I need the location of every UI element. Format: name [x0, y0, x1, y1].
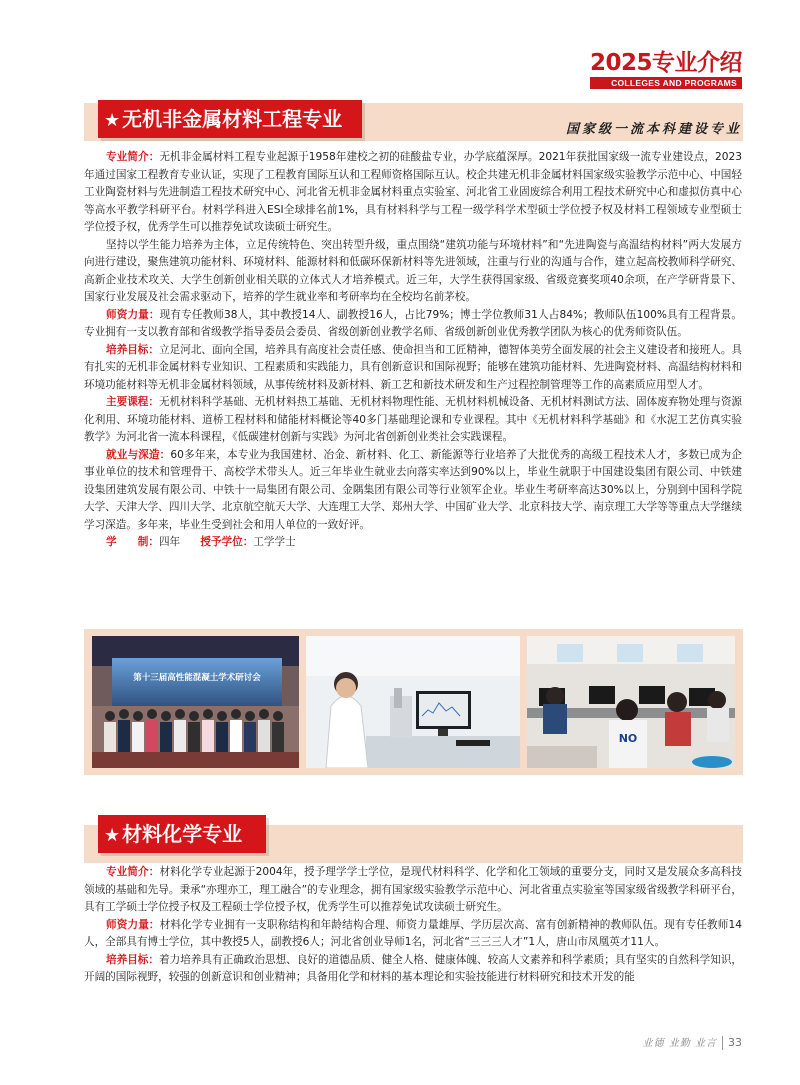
intro-label: 专业简介：	[106, 866, 160, 878]
goal-text: 立足河北、面向全国，培养具有高度社会责任感、使命担当和工匠精神，德智体美劳全面发展的社会主义建设者和接班人。具有扎实的无机非金属材料专业知识、工程素质和实践能力，具有创新意识和国际视野；能够在建筑功能材料、先进陶瓷材料、高温结构材料和环境功能材料等无机非金属材料领域，从事传统材料及新材料、新工艺和新技术研发和生产过程控制管理等工作的高素质应用型人才。	[84, 343, 743, 391]
tshirt-text: NO	[618, 732, 638, 745]
intro-text: 无机非金属材料工程专业起源于1958年建校之初的硅酸盐专业，办学底蕴深厚。2021年获批国家级一流专业建设点，2023年通过国家工程教育专业认证，实现了工程教育国际互认和工程师资格国际互认。校企共建无机非金属材料国家级实验教学示范中心、中国轻工业陶瓷材料与先进制造工程技术研究中心、河北省无机非金属材料重点实验室、河北省工业固废综合利用工程技术研究中心和虚拟仿真中心等高水平教学科研平台。材料学科进入ESI全球排名前1%，具有材料科学与工程一级学科学术型硕士学位授予权及材料工程领域专业型硕士学位授予权，优秀学生可以推荐免试攻读硕士研究生。	[84, 151, 743, 233]
footer-motto: 业德 业勤 业言	[642, 1038, 717, 1049]
page-footer	[643, 1034, 742, 1050]
degree-value: 工学学士	[253, 536, 296, 548]
degree-label: 授予学位：	[200, 536, 254, 548]
intro-text: 材料化学专业起源于2004年，授予理学学士学位，是现代材料科学、化学和化工领域的重要分支，同时又是发展众多高科技领域的基础和先导。秉承“亦理亦工，理工融合”的专业理念，拥有国家级实验教学示范中心、河北省重点实验室等国家级省级教学科研平台，具有工学硕士学位授予权及工程硕士学位授予权，优秀学生可以推荐免试攻读硕士研究生。	[84, 866, 743, 913]
students-computer-photo	[527, 636, 735, 768]
page-number: 33	[728, 1036, 742, 1049]
brand-block	[590, 50, 742, 89]
section1-title-box	[98, 100, 362, 138]
goal-text: 着力培养具有正确政治思想、良好的道德品质、健全人格、健康体魄、较高人文素养和科学素质；具有坚实的自然科学知识，开阔的国际视野，较强的创新意识和创业精神；具备用化学和材料的基本理论和实验技能进行材料研究和技术开发的能	[84, 953, 743, 983]
star-icon: ★	[104, 110, 121, 131]
section1-career	[84, 447, 742, 535]
section1-title: 无机非金属材料工程专业	[122, 107, 343, 131]
goal-label: 培养目标：	[106, 953, 160, 966]
section1-para2: 坚持以学生能力培养为主体，立足传统特色、突出转型升级，重点围绕“建筑功能与环境材料”和“先进陶瓷与高温结构材料”两大发展方向进行建设，聚焦建筑功能材料、环境材料、能源材料和低碳环保新材料等先进领域，注重与行业的沟通与合作，建立起高校教师科学研究、高新企业技术攻关、大学生创新创业相关联的立体式人才培养模式。近三年，大学生获得国家级、省级竞赛奖项40余项，在产学研背景下、国家行业发展及社会需求驱动下，培养的学生就业率和考研率均在全校均名前茅校。	[84, 238, 742, 303]
section2-goal	[84, 952, 742, 987]
section1-courses	[84, 394, 742, 447]
section1-duration	[84, 534, 742, 552]
brand-subtitle: COLLEGES AND PROGRAMS	[590, 77, 742, 89]
duration-value: 四年	[158, 536, 181, 548]
banner-text: 第十三届高性能混凝土学术研讨会	[133, 673, 261, 683]
faculty-label: 师资力量：	[106, 308, 160, 321]
section1-faculty	[84, 307, 742, 342]
faculty-text: 现有专任教师38人，其中教授14人、副教授16人，占比79%；博士学位教师31人占84%；教师队伍100%具有工程背景。专业拥有一支以教育部和省级教学指导委员会委员、省级创新创业教学名师、省级创新创业优秀教学团队为核心的优秀师资队伍。	[84, 308, 743, 338]
section2-faculty	[84, 917, 742, 952]
career-text: 60多年来，本专业为我国建材、冶金、新材料、化工、新能源等行业培养了大批优秀的高级工程技术人才，多数已成为企事业单位的技术和管理骨干、高校学术带头人。近三年毕业生就业去向落实率达到90%以上，毕业生就职于中国建设集团有限公司、中铁建设集团建筑发展有限公司、中铁十一局集团有限公司、金隅集团有限公司等行业领军企业。毕业生考研率高达30%以上，分别到中国科学院大学、天津大学、四川大学、北京航空航天大学、大连理工大学、郑州大学、中国矿业大学、北京科技大学、南京理工大学等等重点大学继续学习深造。多年来，毕业生受到社会和用人单位的一致好评。	[84, 448, 742, 531]
courses-text: 无机材料科学基础、无机材料热工基础、无机材料物理性能、无机材料机械设备、无机材料测试方法、固体废弃物处理与资源化利用、环境功能材料、道桥工程材料和储能材料概论等40多门基础理论课和专业课程。其中《无机材料科学基础》和《水泥工艺仿真实验教学》为河北省一流本科课程，《低碳建材创新与实践》为河北省创新创业类社会实践课程。	[84, 396, 743, 443]
section1-tag: 国家级一流本科建设专业	[565, 122, 742, 137]
brand-title: 2025专业介绍	[589, 50, 742, 76]
photo-strip	[84, 629, 743, 775]
star-icon: ★	[104, 825, 121, 846]
duration-label: 学 制：	[106, 536, 159, 548]
faculty-text: 材料化学专业拥有一支职称结构和年龄结构合理、师资力量雄厚、学历层次高、富有创新精神的教师队伍。现有专任教师14人，全部具有博士学位，其中教授5人，副教授6人；河北省创业导师1名，河北省“三三三人才”1人，唐山市凤凰英才11人。	[84, 918, 742, 948]
lab-microscope-photo	[306, 636, 520, 768]
section1-body	[84, 149, 742, 552]
goal-label: 培养目标：	[106, 343, 160, 356]
footer-divider	[722, 1036, 723, 1050]
courses-label: 主要课程：	[106, 396, 160, 408]
faculty-label: 师资力量：	[106, 918, 160, 931]
conference-group-photo	[92, 636, 299, 768]
section2-title-box	[98, 815, 266, 853]
section1-intro	[84, 149, 742, 237]
section2-body	[84, 864, 742, 987]
section2-intro	[84, 864, 742, 917]
section1-goal	[84, 342, 742, 395]
career-label: 就业与深造：	[106, 448, 171, 461]
intro-label: 专业简介：	[106, 151, 160, 163]
section2-title: 材料化学专业	[122, 822, 243, 846]
